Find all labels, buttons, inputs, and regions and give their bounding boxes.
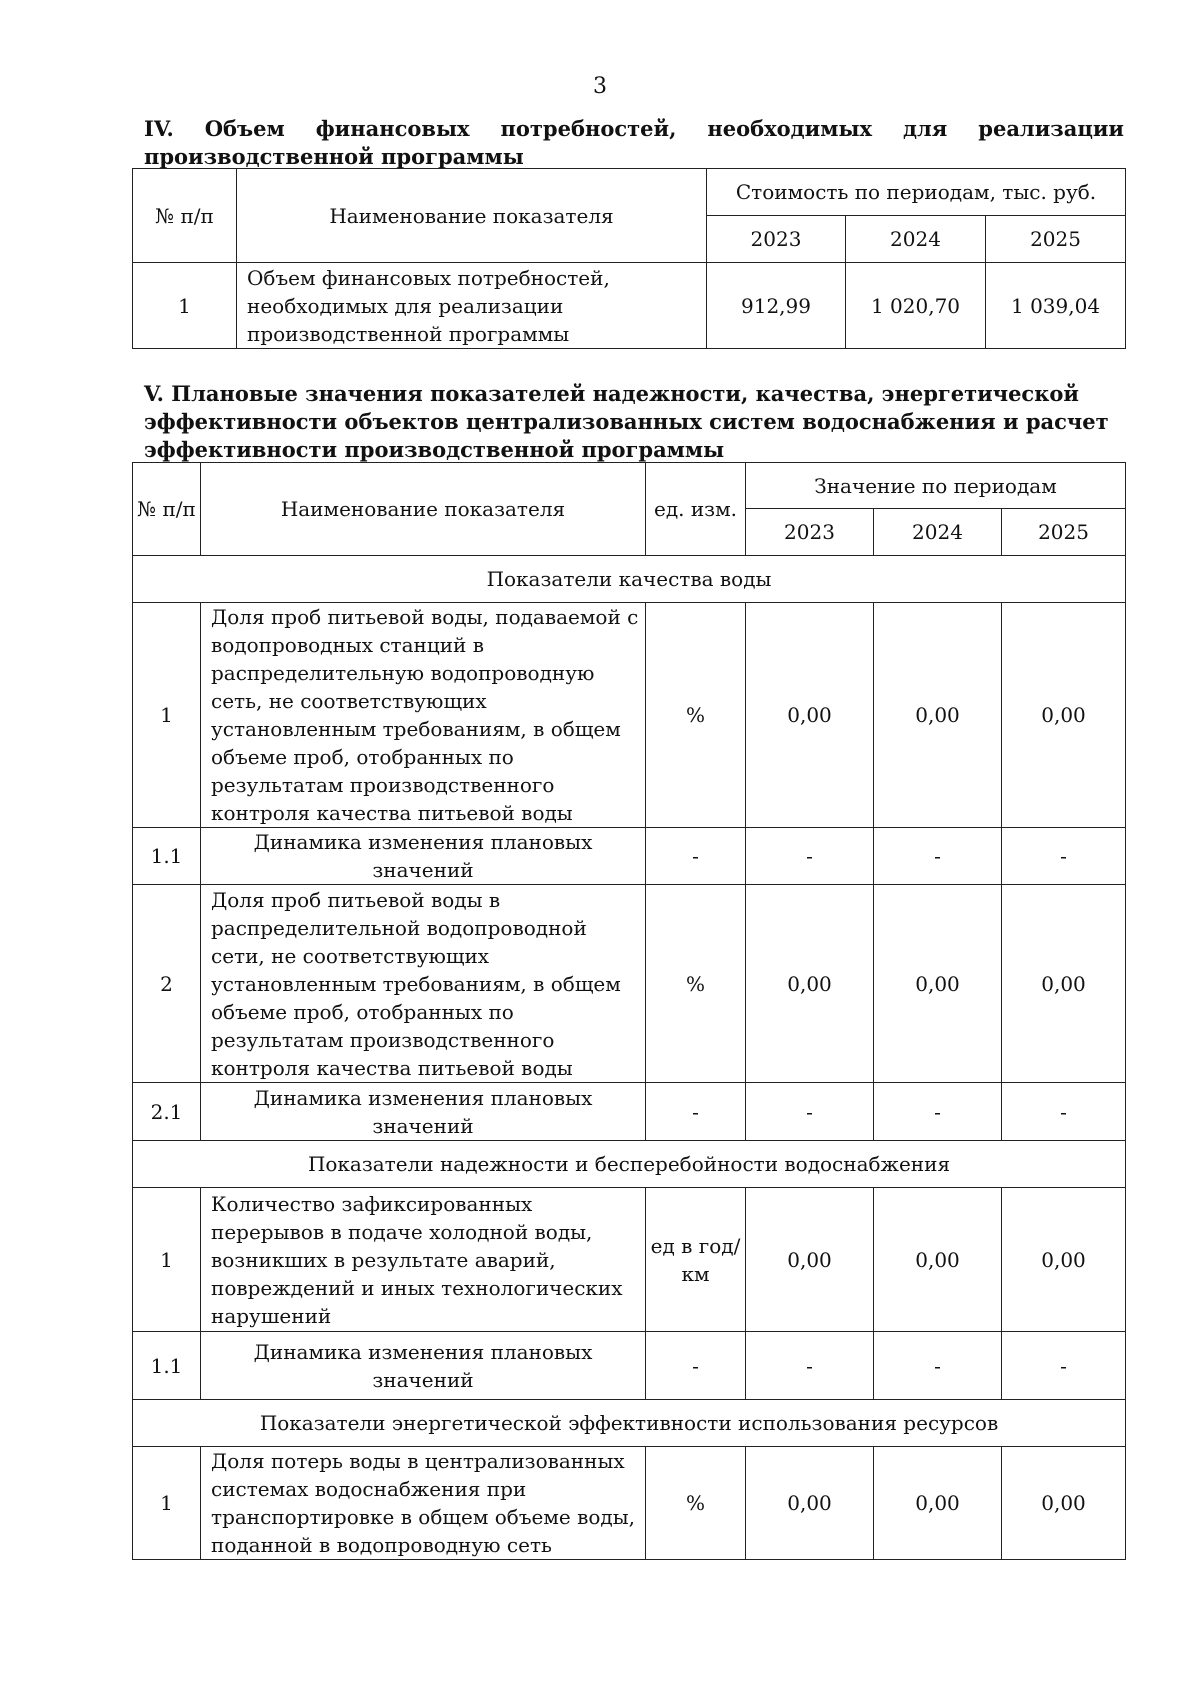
- row-value: 0,00: [874, 1447, 1002, 1560]
- row-value: 0,00: [1002, 1188, 1126, 1332]
- row-value: -: [1002, 828, 1126, 885]
- table-row: [133, 828, 1126, 885]
- row-num: 1.1: [133, 1332, 201, 1400]
- header-year: 2025: [1002, 509, 1126, 556]
- header-year: 2023: [746, 509, 874, 556]
- row-value: 0,00: [746, 603, 874, 828]
- row-num: 1: [133, 263, 237, 349]
- row-value: -: [874, 828, 1002, 885]
- row-unit: -: [646, 1083, 746, 1141]
- row-value: 0,00: [1002, 1447, 1126, 1560]
- row-num: 2.1: [133, 1083, 201, 1141]
- row-name: Динамика изменения плановых значений: [201, 1083, 646, 1141]
- header-num: № п/п: [133, 169, 237, 263]
- table-row: [133, 1083, 1126, 1141]
- row-unit: ед в год/ км: [646, 1188, 746, 1332]
- header-value-group: Значение по периодам: [746, 463, 1126, 509]
- row-value: 0,00: [1002, 885, 1126, 1083]
- table-row: [133, 885, 1126, 1083]
- row-num: 1.1: [133, 828, 201, 885]
- header-cost-group: Стоимость по периодам, тыс. руб.: [707, 169, 1126, 216]
- row-value: 1 039,04: [986, 263, 1126, 349]
- header-unit: ед. изм.: [646, 463, 746, 556]
- row-value: -: [874, 1083, 1002, 1141]
- row-name: Доля проб питьевой воды, подаваемой с водопроводных станций в распределительную водопроводную сеть, не соответствующих установленным требованиям, в общем объеме проб, отобранных по результатам производственного контроля качества питьевой воды: [201, 603, 646, 828]
- row-value: 0,00: [874, 1188, 1002, 1332]
- header-num: № п/п: [133, 463, 201, 556]
- section-4-title: IV. Объем финансовых потребностей, необходимых для реализации производственной программы: [144, 116, 1124, 169]
- table-row: [133, 1188, 1126, 1332]
- header-year: 2024: [846, 216, 986, 263]
- row-value: -: [746, 1083, 874, 1141]
- table-row: [133, 1447, 1126, 1560]
- row-name: Доля потерь воды в централизованных системах водоснабжения при транспортировке в общем объеме воды, поданной в водопроводную сеть: [201, 1447, 646, 1560]
- row-name: Динамика изменения плановых значений: [201, 828, 646, 885]
- row-value: 0,00: [746, 885, 874, 1083]
- row-unit: %: [646, 1447, 746, 1560]
- header-name: Наименование показателя: [201, 463, 646, 556]
- row-value: 1 020,70: [846, 263, 986, 349]
- row-unit: %: [646, 885, 746, 1083]
- row-name: Динамика изменения плановых значений: [201, 1332, 646, 1400]
- row-unit: -: [646, 828, 746, 885]
- row-value: -: [746, 1332, 874, 1400]
- page-number: 3: [593, 74, 607, 99]
- header-name: Наименование показателя: [237, 169, 707, 263]
- row-value: -: [1002, 1332, 1126, 1400]
- row-unit: %: [646, 603, 746, 828]
- header-year: 2023: [707, 216, 846, 263]
- row-value: -: [874, 1332, 1002, 1400]
- row-value: -: [1002, 1083, 1126, 1141]
- table-row: [133, 1332, 1126, 1400]
- row-value: -: [746, 828, 874, 885]
- row-name: Доля проб питьевой воды в распределительной водопроводной сети, не соответствующих установленным требованиям, в общем объеме проб, отобранных по результатам производственного контроля качества питьевой воды: [201, 885, 646, 1083]
- group-title-water-quality: Показатели качества воды: [133, 556, 1126, 603]
- header-year: 2024: [874, 509, 1002, 556]
- row-value: 0,00: [746, 1447, 874, 1560]
- indicators-table: [132, 462, 1126, 1560]
- row-name: Объем финансовых потребностей, необходимых для реализации производственной программы: [237, 263, 707, 349]
- row-name: Количество зафиксированных перерывов в подаче холодной воды, возникших в результате аварий, повреждений и иных технологических нарушений: [201, 1188, 646, 1332]
- group-title-energy-efficiency: Показатели энергетической эффективности использования ресурсов: [133, 1400, 1126, 1447]
- row-value: 0,00: [746, 1188, 874, 1332]
- row-num: 1: [133, 1188, 201, 1332]
- row-value: 0,00: [874, 603, 1002, 828]
- table-row: [133, 603, 1126, 828]
- financial-needs-table: [132, 168, 1126, 349]
- row-num: 2: [133, 885, 201, 1083]
- row-num: 1: [133, 1447, 201, 1560]
- header-year: 2025: [986, 216, 1126, 263]
- row-value: 912,99: [707, 263, 846, 349]
- group-title-reliability: Показатели надежности и бесперебойности водоснабжения: [133, 1141, 1126, 1188]
- section-5-title: V. Плановые значения показателей надежности, качества, энергетической эффективности объектов централизованных систем водоснабжения и расчет эффективности производственной программы: [144, 381, 1109, 462]
- row-unit: -: [646, 1332, 746, 1400]
- row-num: 1: [133, 603, 201, 828]
- table-row: [133, 263, 1126, 349]
- row-value: 0,00: [1002, 603, 1126, 828]
- row-value: 0,00: [874, 885, 1002, 1083]
